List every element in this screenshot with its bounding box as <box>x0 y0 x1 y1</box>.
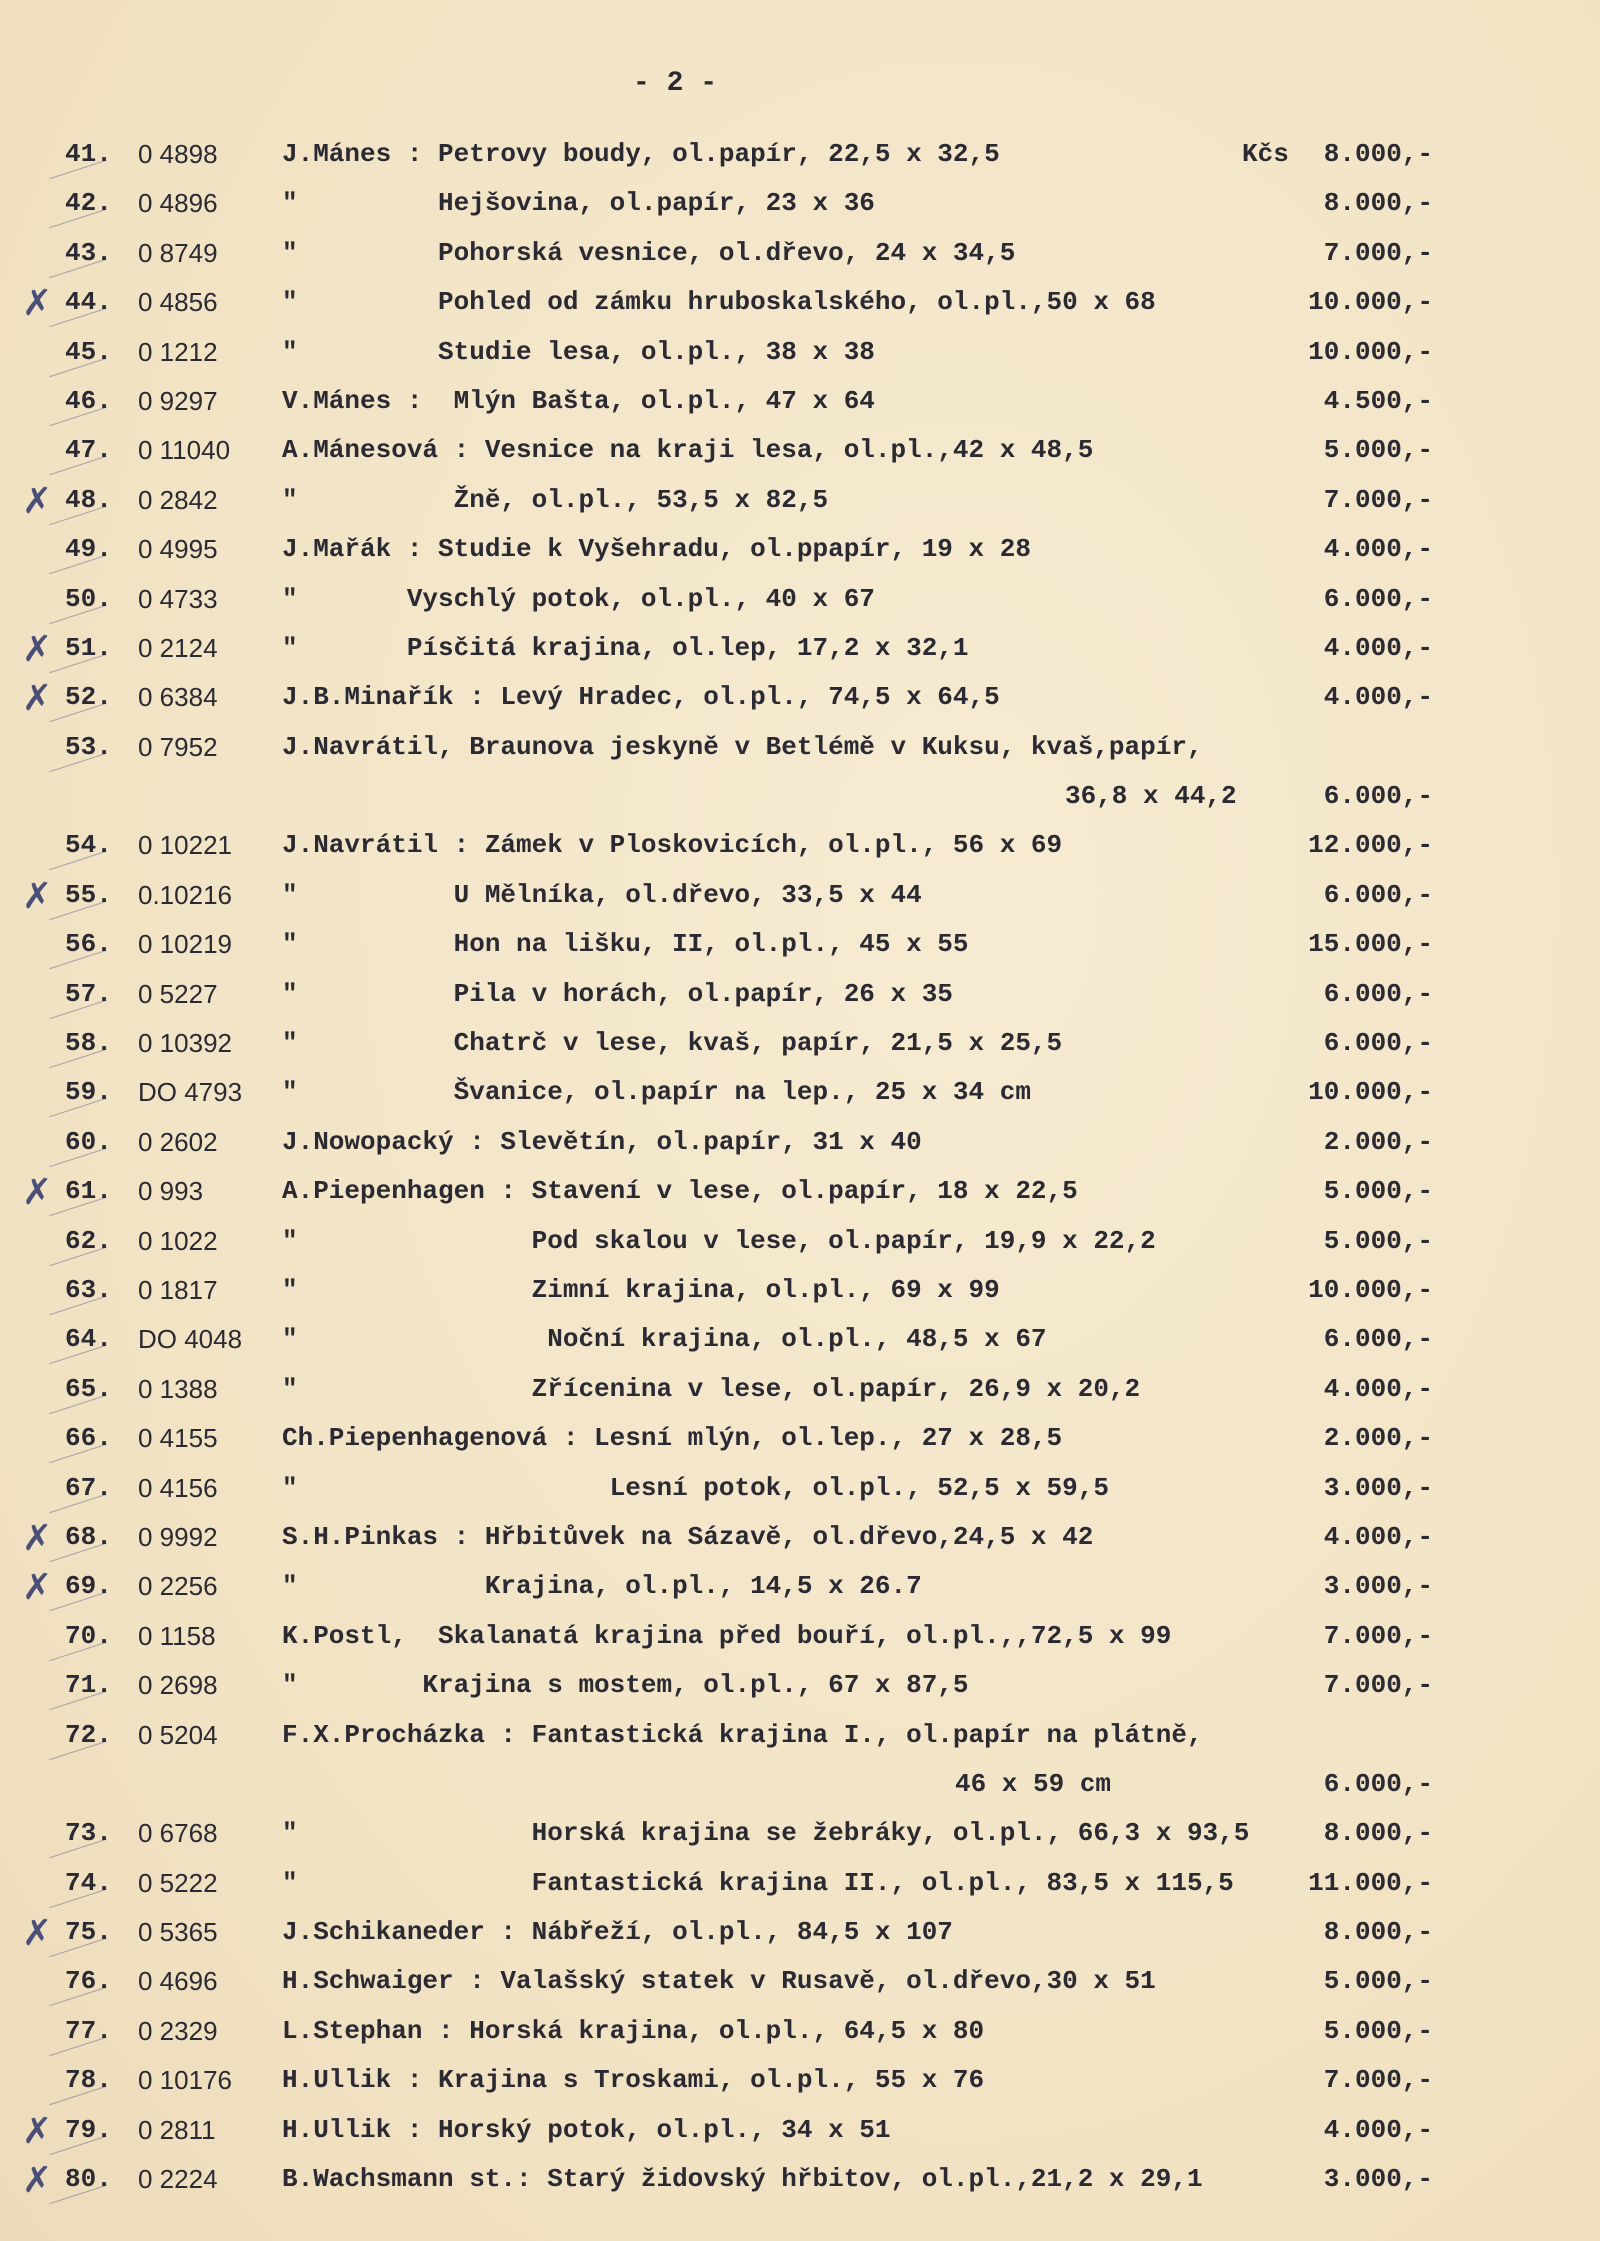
item-price: 7.000,- <box>1323 1670 1433 1701</box>
item-price: 6.000,- <box>1323 583 1433 614</box>
item-description: Ch.Piepenhagenová : Lesní mlýn, ol.lep., 27 x 28,5 <box>282 1423 1063 1454</box>
inventory-number: DO 4048 <box>138 1324 243 1355</box>
inventory-number: 0 10392 <box>138 1028 232 1059</box>
item-description-continued: 36,8 x 44,2 <box>1065 780 1237 811</box>
item-number: 52. <box>65 682 112 713</box>
inventory-number: 0 10176 <box>138 2065 232 2096</box>
inventory-number: 0 6384 <box>138 682 218 713</box>
item-number: 44. <box>65 287 112 318</box>
item-price: 7.000,- <box>1323 484 1433 515</box>
item-description: " Hon na lišku, II, ol.pl., 45 x 55 <box>282 929 969 960</box>
item-number: 58. <box>65 1028 112 1059</box>
item-price: 6.000,- <box>1323 1324 1433 1355</box>
list-item <box>0 1222 1600 1271</box>
item-number: 71. <box>65 1670 112 1701</box>
item-description: " Pohled od zámku hruboskalského, ol.pl.,50 x 68 <box>282 287 1156 318</box>
item-price: 8.000,- <box>1323 1818 1433 1849</box>
list-item <box>0 333 1600 382</box>
item-description: F.X.Procházka : Fantastická krajina I., ol.papír na plátně, <box>282 1719 1203 1750</box>
item-price: 10.000,- <box>1308 336 1433 367</box>
item-price: 4.000,- <box>1323 2114 1433 2145</box>
item-description: " Krajina s mostem, ol.pl., 67 x 87,5 <box>282 1670 969 1701</box>
item-number: 41. <box>65 139 112 169</box>
item-description-continued: 46 x 59 cm <box>955 1768 1112 1799</box>
list-item <box>0 1913 1600 1962</box>
item-number: 46. <box>65 385 112 416</box>
item-number: 79. <box>65 2114 112 2145</box>
list-item <box>0 1814 1600 1863</box>
item-description: V.Mánes : Mlýn Bašta, ol.pl., 47 x 64 <box>282 385 875 416</box>
item-description: H.Schwaiger : Valašský statek v Rusavě, ol.dřevo,30 x 51 <box>282 1966 1156 1997</box>
item-number: 43. <box>65 237 112 268</box>
item-price: 8.000,- <box>1323 188 1433 219</box>
item-price: 5.000,- <box>1323 1225 1433 1256</box>
item-description: J.Nowopacký : Slevětín, ol.papír, 31 x 40 <box>282 1126 922 1157</box>
item-price: 11.000,- <box>1308 1867 1433 1898</box>
list-item <box>0 1320 1600 1369</box>
item-number: 61. <box>65 1176 112 1207</box>
item-description: " Pod skalou v lese, ol.papír, 19,9 x 22,2 <box>282 1225 1156 1256</box>
item-description: " Žně, ol.pl., 53,5 x 82,5 <box>282 484 829 515</box>
item-price: 6.000,- <box>1323 978 1433 1009</box>
item-description: K.Postl, Skalanatá krajina před bouří, ol.pl.,,72,5 x 99 <box>282 1620 1172 1651</box>
inventory-number: 0 11040 <box>138 435 231 466</box>
inventory-number: 0 5365 <box>138 1917 218 1948</box>
currency-label: Kčs <box>1242 139 1289 169</box>
item-description: " Pila v horách, ol.papír, 26 x 35 <box>282 978 953 1009</box>
item-number: 78. <box>65 2065 112 2096</box>
item-description: " U Mělníka, ol.dřevo, 33,5 x 44 <box>282 879 922 910</box>
item-price: 2.000,- <box>1323 1423 1433 1454</box>
inventory-number: 0 1212 <box>138 336 218 367</box>
item-number: 60. <box>65 1126 112 1157</box>
inventory-number: 0 2124 <box>138 632 218 663</box>
item-number: 72. <box>65 1719 112 1750</box>
item-price: 6.000,- <box>1323 879 1433 910</box>
item-description: B.Wachsmann st.: Starý židovský hřbitov, ol.pl.,21,2 x 29,1 <box>282 2164 1203 2195</box>
inventory-number: 0 993 <box>138 1176 204 1207</box>
item-number: 47. <box>65 435 112 466</box>
list-item <box>0 728 1600 827</box>
item-description: " Písčitá krajina, ol.lep, 17,2 x 32,1 <box>282 632 969 663</box>
item-description: A.Piepenhagen : Stavení v lese, ol.papír, 18 x 22,5 <box>282 1176 1078 1207</box>
item-description: " Krajina, ol.pl., 14,5 x 26.7 <box>282 1571 922 1602</box>
item-number: 68. <box>65 1521 112 1552</box>
cross-mark-icon: ✗ <box>22 2110 53 2152</box>
item-description: " Švanice, ol.papír na lep., 25 x 34 cm <box>282 1077 1031 1108</box>
list-item <box>0 876 1600 925</box>
item-description: H.Ullik : Horský potok, ol.pl., 34 x 51 <box>282 2114 891 2145</box>
cross-mark-icon: ✗ <box>22 1517 53 1559</box>
item-number: 67. <box>65 1472 112 1503</box>
item-price: 5.000,- <box>1323 1176 1433 1207</box>
item-description: J.Schikaneder : Nábřeží, ol.pl., 84,5 x 107 <box>282 1917 953 1948</box>
item-number: 62. <box>65 1225 112 1256</box>
item-price: 8.000,- <box>1323 139 1433 169</box>
item-number: 53. <box>65 731 112 762</box>
cross-mark-icon: ✗ <box>22 1172 53 1214</box>
cross-mark-icon: ✗ <box>22 480 53 522</box>
list-item <box>0 2061 1600 2110</box>
inventory-number: 0 2329 <box>138 2015 218 2046</box>
list-item <box>0 1567 1600 1616</box>
list-item <box>0 431 1600 480</box>
item-number: 55. <box>65 879 112 910</box>
item-number: 45. <box>65 336 112 367</box>
inventory-number: 0 4856 <box>138 287 218 318</box>
item-number: 80. <box>65 2164 112 2195</box>
item-number: 65. <box>65 1373 112 1404</box>
item-number: 76. <box>65 1966 112 1997</box>
list-item <box>0 530 1600 579</box>
list-item <box>0 1469 1600 1518</box>
list-item <box>0 135 1600 184</box>
inventory-number: DO 4793 <box>138 1077 243 1108</box>
item-price: 15.000,- <box>1308 929 1433 960</box>
item-number: 70. <box>65 1620 112 1651</box>
item-number: 56. <box>65 929 112 960</box>
item-description: J.Navrátil, Braunova jeskyně v Betlémě v Kuksu, kvaš,papír, <box>282 731 1203 762</box>
cross-mark-icon: ✗ <box>22 1567 53 1609</box>
cross-mark-icon: ✗ <box>22 283 53 325</box>
item-price: 5.000,- <box>1323 2015 1433 2046</box>
inventory-number: 0 1817 <box>138 1275 218 1305</box>
list-item <box>0 2160 1600 2209</box>
list-item <box>0 678 1600 727</box>
item-description: " Vyschlý potok, ol.pl., 40 x 67 <box>282 583 875 614</box>
inventory-number: 0 4155 <box>138 1423 218 1454</box>
inventory-number: 0 2602 <box>138 1126 218 1157</box>
cross-mark-icon: ✗ <box>22 678 53 720</box>
inventory-number: 0 1158 <box>138 1620 216 1651</box>
list-item <box>0 1666 1600 1715</box>
list-item <box>0 382 1600 431</box>
list-item <box>0 1518 1600 1567</box>
inventory-number: 0 9297 <box>138 385 218 416</box>
list-item <box>0 1073 1600 1122</box>
item-number: 48. <box>65 484 112 515</box>
list-item <box>0 1864 1600 1913</box>
list-item <box>0 1123 1600 1172</box>
list-item <box>0 975 1600 1024</box>
item-number: 74. <box>65 1867 112 1898</box>
inventory-number: 0 4995 <box>138 534 218 565</box>
item-price: 5.000,- <box>1323 435 1433 466</box>
cross-mark-icon: ✗ <box>22 628 53 670</box>
item-description: J.Navrátil : Zámek v Ploskovicích, ol.pl., 56 x 69 <box>282 830 1063 861</box>
item-number: 49. <box>65 534 112 565</box>
item-price: 7.000,- <box>1323 237 1433 268</box>
cross-mark-icon: ✗ <box>22 1913 53 1955</box>
inventory-number: 0 4733 <box>138 583 218 614</box>
item-number: 69. <box>65 1571 112 1602</box>
inventory-number: 0 10221 <box>138 830 232 861</box>
item-number: 77. <box>65 2015 112 2046</box>
list-item <box>0 826 1600 875</box>
item-description: A.Mánesová : Vesnice na kraji lesa, ol.pl.,42 x 48,5 <box>282 435 1094 466</box>
list-item <box>0 283 1600 332</box>
list-item <box>0 1617 1600 1666</box>
list-item <box>0 1962 1600 2011</box>
inventory-number: 0 1022 <box>138 1225 218 1256</box>
item-price: 3.000,- <box>1323 1472 1433 1503</box>
list-item <box>0 2012 1600 2061</box>
inventory-number: 0 10219 <box>138 929 232 960</box>
item-description: L.Stephan : Horská krajina, ol.pl., 64,5 x 80 <box>282 2015 985 2046</box>
list-item <box>0 1172 1600 1221</box>
item-number: 64. <box>65 1324 112 1355</box>
inventory-number: 0 5222 <box>138 1867 218 1898</box>
item-description: S.H.Pinkas : Hřbitůvek na Sázavě, ol.dřevo,24,5 x 42 <box>282 1521 1094 1552</box>
list-item <box>0 184 1600 233</box>
item-price: 7.000,- <box>1323 1620 1433 1651</box>
item-price: 2.000,- <box>1323 1126 1433 1157</box>
item-price: 4.000,- <box>1323 1373 1433 1404</box>
inventory-number: 0 6768 <box>138 1818 218 1849</box>
item-description: " Zřícenina v lese, ol.papír, 26,9 x 20,2 <box>282 1373 1141 1404</box>
inventory-number: 0 4696 <box>138 1966 218 1997</box>
inventory-number: 0.10216 <box>138 879 232 910</box>
item-number: 66. <box>65 1423 112 1454</box>
item-price: 4.000,- <box>1323 534 1433 565</box>
inventory-number: 0 1388 <box>138 1373 218 1404</box>
cross-mark-icon: ✗ <box>22 875 53 917</box>
list-item <box>0 481 1600 530</box>
item-description: " Fantastická krajina II., ol.pl., 83,5 x 115,5 <box>282 1867 1234 1898</box>
catalog-list <box>0 135 1600 2209</box>
list-item <box>0 1419 1600 1468</box>
item-description: " Studie lesa, ol.pl., 38 x 38 <box>282 336 875 367</box>
item-number: 57. <box>65 978 112 1009</box>
item-price: 3.000,- <box>1323 1571 1433 1602</box>
inventory-number: 0 4156 <box>138 1472 218 1503</box>
item-price: 10.000,- <box>1308 287 1433 318</box>
inventory-number: 0 9992 <box>138 1521 218 1552</box>
inventory-number: 0 7952 <box>138 731 218 762</box>
item-number: 75. <box>65 1917 112 1948</box>
inventory-number: 0 4898 <box>138 139 218 169</box>
item-price: 4.000,- <box>1323 1521 1433 1552</box>
item-description: " Chatrč v lese, kvaš, papír, 21,5 x 25,5 <box>282 1028 1063 1059</box>
item-price: 6.000,- <box>1323 1028 1433 1059</box>
item-price: 6.000,- <box>1323 780 1433 811</box>
item-description: J.Mánes : Petrovy boudy, ol.papír, 22,5 x 32,5 <box>282 139 1000 169</box>
inventory-number: 0 2811 <box>138 2114 216 2145</box>
inventory-number: 0 5227 <box>138 978 218 1009</box>
inventory-number: 0 8749 <box>138 237 218 268</box>
inventory-number: 0 5204 <box>138 1719 218 1750</box>
inventory-number: 0 2698 <box>138 1670 218 1701</box>
item-description: J.B.Minařík : Levý Hradec, ol.pl., 74,5 x 64,5 <box>282 682 1000 713</box>
item-number: 59. <box>65 1077 112 1108</box>
item-description: " Lesní potok, ol.pl., 52,5 x 59,5 <box>282 1472 1109 1503</box>
list-item <box>0 1271 1600 1320</box>
inventory-number: 0 2256 <box>138 1571 218 1602</box>
inventory-number: 0 2842 <box>138 484 218 515</box>
list-item <box>0 925 1600 974</box>
item-description: " Horská krajina se žebráky, ol.pl., 66,3 x 93,5 <box>282 1818 1250 1849</box>
item-price: 12.000,- <box>1308 830 1433 861</box>
item-price: 3.000,- <box>1323 2164 1433 2195</box>
list-item <box>0 2111 1600 2160</box>
item-description: J.Mařák : Studie k Vyšehradu, ol.ppapír, 19 x 28 <box>282 534 1031 565</box>
item-number: 51. <box>65 632 112 663</box>
inventory-number: 0 4896 <box>138 188 218 219</box>
list-item <box>0 1024 1600 1073</box>
item-number: 63. <box>65 1275 112 1305</box>
item-price: 4.000,- <box>1323 682 1433 713</box>
item-price: 5.000,- <box>1323 1966 1433 1997</box>
item-price: 8.000,- <box>1323 1917 1433 1948</box>
item-description: H.Ullik : Krajina s Troskami, ol.pl., 55 x 76 <box>282 2065 985 2096</box>
item-number: 73. <box>65 1818 112 1849</box>
item-description: " Hejšovina, ol.papír, 23 x 36 <box>282 188 875 219</box>
list-item <box>0 580 1600 629</box>
item-price: 4.500,- <box>1323 385 1433 416</box>
list-item <box>0 1370 1600 1419</box>
cross-mark-icon: ✗ <box>22 2160 53 2202</box>
item-price: 4.000,- <box>1323 632 1433 663</box>
item-price: 10.000,- <box>1308 1275 1433 1305</box>
list-item <box>0 1716 1600 1815</box>
list-item <box>0 234 1600 283</box>
item-number: 42. <box>65 188 112 219</box>
item-number: 54. <box>65 830 112 861</box>
list-item <box>0 629 1600 678</box>
item-description: " Noční krajina, ol.pl., 48,5 x 67 <box>282 1324 1047 1355</box>
item-number: 50. <box>65 583 112 614</box>
item-description: " Pohorská vesnice, ol.dřevo, 24 x 34,5 <box>282 237 1016 268</box>
item-price: 10.000,- <box>1308 1077 1433 1108</box>
inventory-number: 0 2224 <box>138 2164 218 2195</box>
item-price: 7.000,- <box>1323 2065 1433 2096</box>
page-number: - 2 - <box>632 68 717 99</box>
item-description: " Zimní krajina, ol.pl., 69 x 99 <box>282 1275 1000 1305</box>
item-price: 6.000,- <box>1323 1768 1433 1799</box>
